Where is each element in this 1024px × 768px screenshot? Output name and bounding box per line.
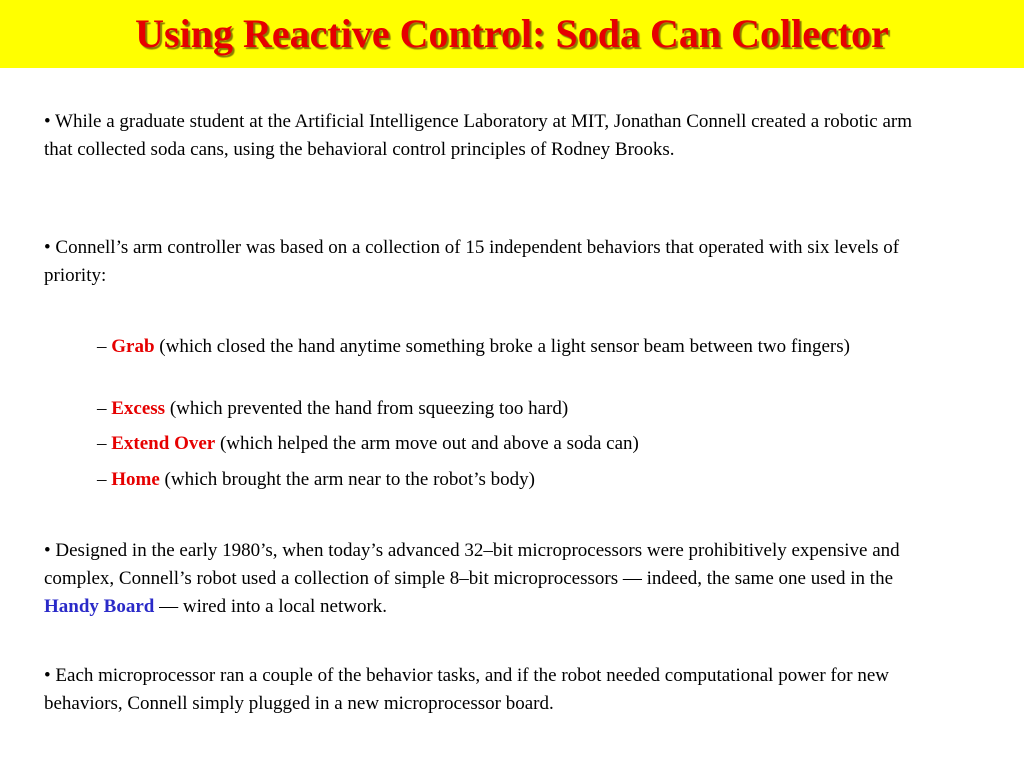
behavior-term-home: Home: [111, 469, 160, 490]
sub-bullet-home: [97, 466, 947, 494]
sub-bullet-excess: [97, 395, 947, 423]
bullet-designed-1980s: [44, 537, 944, 621]
dash: –: [97, 433, 112, 454]
title-bar: [0, 0, 1024, 68]
bullet-text: • Designed in the early 1980’s, when today’s advanced 32–bit microprocessors were prohibitively expensive and complex, Connell’s robot used a collection of simple 8–bit microprocessors — indeed, the same one used in the: [44, 540, 900, 589]
behavior-description: (which prevented the hand from squeezing too hard): [165, 398, 569, 419]
behavior-term-grab: Grab: [111, 336, 155, 357]
sub-bullet-extend-over: [97, 430, 947, 458]
bullet-arm-controller: • Connell’s arm controller was based on a collection of 15 independent behaviors that operated with six levels of priority:: [44, 237, 900, 286]
behavior-term-excess: Excess: [111, 398, 166, 419]
behavior-term-extend-over: Extend Over: [111, 433, 216, 454]
dash: –: [97, 336, 112, 357]
sub-bullet-grab: [97, 333, 947, 361]
slide-title: Using Reactive Control: Soda Can Collector: [135, 11, 889, 56]
bullet-each-microprocessor: • Each microprocessor ran a couple of the behavior tasks, and if the robot needed computational power for new behaviors, Connell simply plugged in a new microprocessor board.: [44, 665, 889, 714]
dash: –: [97, 469, 112, 490]
bullet-graduate-student: • While a graduate student at the Artificial Intelligence Laboratory at MIT, Jonathan Connell created a robotic arm that collected soda cans, using the behavioral control principles of Rodney Brooks.: [44, 111, 913, 160]
behavior-description: (which brought the arm near to the robot’s body): [159, 469, 535, 490]
handy-board-term: Handy Board: [44, 596, 155, 617]
dash: –: [97, 398, 112, 419]
bullet-text: — wired into a local network.: [154, 596, 388, 617]
behavior-description: (which closed the hand anytime something broke a light sensor beam between two fingers): [154, 336, 850, 357]
behavior-description: (which helped the arm move out and above a soda can): [215, 433, 639, 454]
